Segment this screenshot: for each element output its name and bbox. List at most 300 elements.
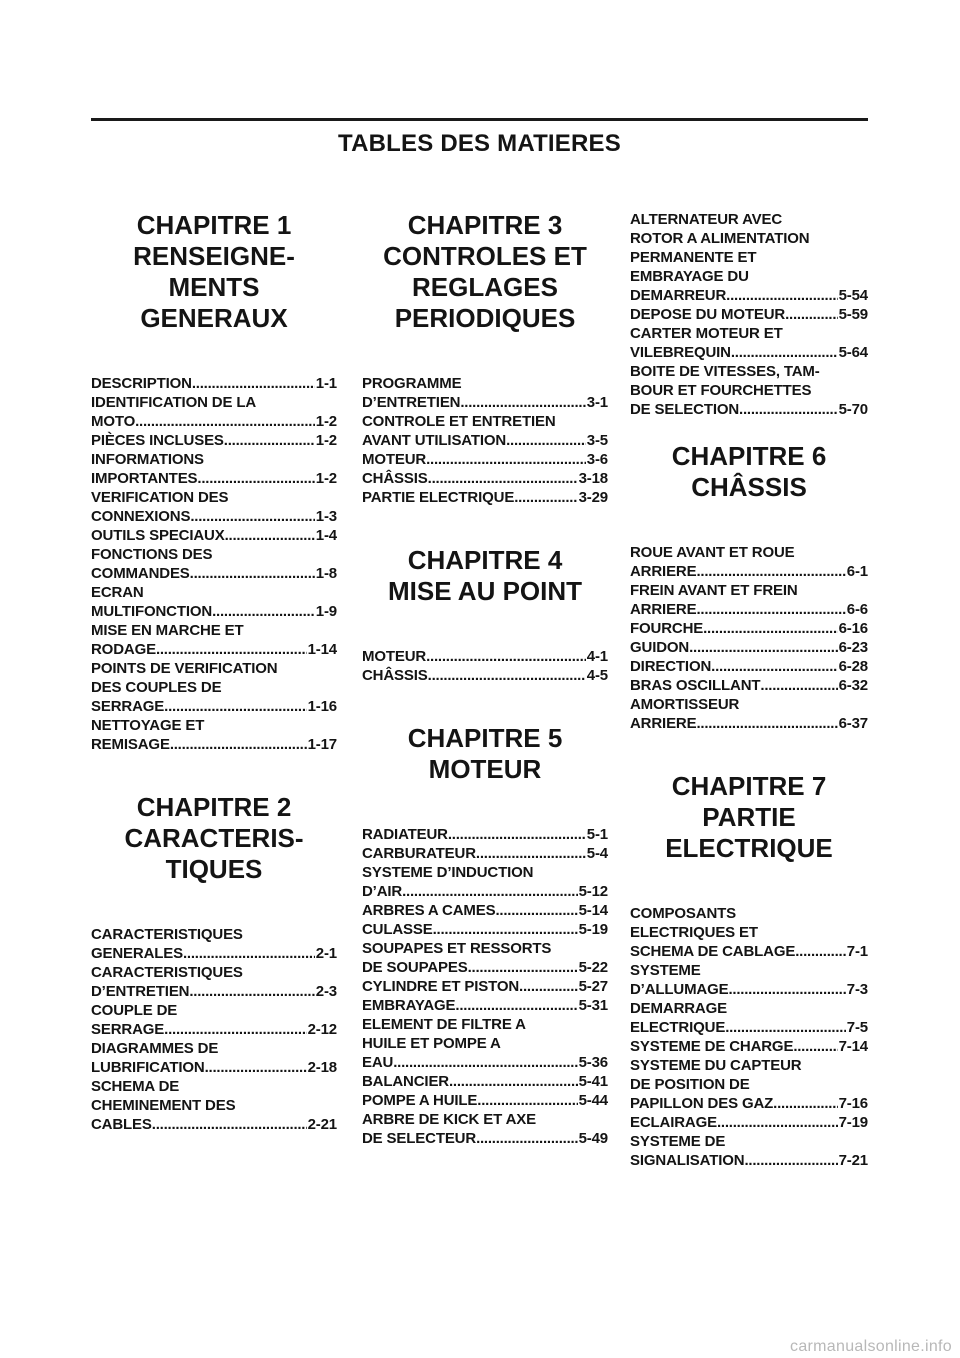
dot-leader [696,562,845,581]
toc-entry[interactable] [630,638,868,657]
page-title: TABLES DES MATIERES [338,130,621,157]
toc-entry-text: FONCTIONS DES [91,546,213,563]
toc-entry-label: ECLAIRAGE [630,1114,717,1131]
page-number: 1-1 [315,375,337,392]
chapter-section [630,210,868,419]
toc-entry-label: CHÂSSIS [362,667,428,684]
toc-entry-label: BALANCIER [362,1073,449,1090]
chapter-title-line: REGLAGES [412,272,558,302]
toc-entry[interactable] [630,305,868,324]
toc-column-3 [630,210,868,1208]
page-number: 7-1 [846,943,868,960]
page-number: 5-70 [838,401,868,418]
toc-entry-label: BRAS OSCILLANT [630,677,761,694]
page-number: 1-17 [307,736,337,753]
toc-entry-text: CHEMINEMENT DES [91,1097,236,1114]
toc-entry[interactable] [362,939,608,977]
toc-entry-text: COUPLE DE [91,1002,178,1019]
toc-entry-text: NETTOYAGE ET [91,717,205,734]
page-number: 3-1 [586,394,608,411]
toc-entry[interactable] [362,450,608,469]
chapter-title [362,576,608,607]
page-number: 7-3 [846,981,868,998]
dot-leader [426,647,586,666]
toc-entry[interactable] [91,1039,337,1077]
chapter-title-line: ELECTRIQUE [665,833,833,863]
toc-entry-label: ARBRES A CAMES [362,902,496,919]
page-number: 1-2 [315,470,337,487]
page-number: 5-49 [578,1130,608,1147]
page-number: 7-21 [838,1152,868,1169]
page-number: 6-1 [846,563,868,580]
toc-entry-text: ECRAN [91,584,144,601]
page-number: 2-1 [315,945,337,962]
toc-entry[interactable] [362,977,608,996]
dot-leader [135,412,315,431]
toc-entry-label: ARRIERE [630,563,697,580]
toc-column-2 [362,210,608,1186]
toc-entry[interactable] [362,901,608,920]
toc-entry[interactable] [630,619,868,638]
chapter-title-line: MISE AU POINT [387,576,583,606]
toc-entry-text: BOITE DE VITESSES, TAM- [630,363,820,380]
toc-entry-text: DE POSITION DE [630,1076,750,1093]
chapter-section [362,545,608,685]
page-number: 3-5 [586,432,608,449]
chapter-section [630,441,868,733]
toc-entry-label: ELECTRIQUE [630,1019,726,1036]
page-number: 5-64 [838,344,868,361]
page-number: 6-37 [838,715,868,732]
toc-entry[interactable] [630,695,868,733]
toc-entry[interactable] [91,1077,337,1134]
chapter-title-line: CHÂSSIS [691,472,807,502]
toc-entry-label: D’AIR [362,883,403,900]
chapter-section [630,771,868,1170]
toc-entry-label: SCHEMA DE CABLAGE [630,943,796,960]
chapter-title-line: TIQUES [165,854,263,884]
chapter-heading: CHAPITRE 4 [407,545,563,575]
toc-entry-text: AMORTISSEUR [630,696,740,713]
dot-leader [773,1094,837,1113]
toc-entry-text: ROUE AVANT ET ROUE [630,544,795,561]
dot-leader [785,305,837,324]
toc-entry[interactable] [91,925,337,963]
toc-entry-label: ARRIERE [630,601,697,618]
dot-leader [476,844,586,863]
toc-entry-text: IDENTIFICATION DE LA [91,394,257,411]
toc-entry-text: CARACTERISTIQUES [91,964,243,981]
toc-entry-label: RADIATEUR [362,826,448,843]
dot-leader [519,977,578,996]
dot-leader [192,374,315,393]
page-number: 6-28 [838,658,868,675]
toc-entry[interactable] [362,825,608,844]
page-number: 1-14 [307,641,337,658]
dot-leader [433,920,578,939]
chapter-title [362,241,608,334]
page-number: 2-21 [307,1116,337,1133]
dot-leader [477,1091,577,1110]
toc-entry-label: FOURCHE [630,620,704,637]
dot-leader [449,1072,578,1091]
toc-entry[interactable] [91,488,337,526]
page-number: 5-4 [586,845,608,862]
toc-entry[interactable] [362,1072,608,1091]
toc-entry-list [362,647,608,685]
toc-entry-label: RODAGE [91,641,156,658]
chapter-section [91,210,337,754]
toc-entry-text: INFORMATIONS [91,451,204,468]
toc-entry-label: DESCRIPTION [91,375,192,392]
dot-leader [717,1113,838,1132]
toc-entry[interactable] [91,393,337,431]
toc-entry[interactable] [362,1091,608,1110]
toc-entry-label: GENERALES [91,945,183,962]
page-number: 7-14 [838,1038,868,1055]
dot-leader [402,882,577,901]
dot-leader [739,400,838,419]
toc-entry-text: CARTER MOTEUR ET [630,325,783,342]
chapter-section [91,792,337,1134]
toc-entry[interactable] [630,999,868,1037]
toc-entry-text: SCHEMA DE [91,1078,180,1095]
page-number: 1-2 [315,432,337,449]
chapter-heading: CHAPITRE 6 [671,441,827,471]
dot-leader [495,901,577,920]
toc-entry[interactable] [630,1056,868,1113]
toc-entry[interactable] [630,543,868,581]
chapter-title-line: GENERAUX [140,303,288,333]
toc-entry[interactable] [630,1037,868,1056]
dot-leader [164,697,306,716]
dot-leader [189,982,314,1001]
toc-entry-text: VERIFICATION DES [91,489,229,506]
toc-entry-text: ROTOR A ALIMENTATION [630,230,810,247]
toc-entry-label: SERRAGE [91,1021,165,1038]
toc-entry[interactable] [630,210,868,305]
dot-leader [795,942,846,961]
toc-entry-text: CARACTERISTIQUES [91,926,243,943]
toc-entry-label: VILEBREQUIN [630,344,731,361]
toc-entry-label: PAPILLON DES GAZ [630,1095,774,1112]
dot-leader [164,1020,306,1039]
toc-entry[interactable] [362,996,608,1015]
toc-entry-label: DIRECTION [630,658,712,675]
toc-entry[interactable] [362,469,608,488]
dot-leader [448,825,586,844]
toc-entry-label: MOTO [91,413,136,430]
toc-entry-label: MOTEUR [362,451,427,468]
toc-entry-text: HUILE ET POMPE A [362,1035,501,1052]
toc-entry-label: SIGNALISATION [630,1152,745,1169]
toc-entry-text: FREIN AVANT ET FREIN [630,582,798,599]
toc-entry-text: ALTERNATEUR AVEC [630,211,783,228]
page-number: 2-3 [315,983,337,1000]
toc-entry-label: PIÈCES INCLUSES [91,432,224,449]
dot-leader [726,286,837,305]
dot-leader [205,1058,307,1077]
toc-entry[interactable] [362,488,608,507]
chapter-title-line: CARACTERIS- [124,823,304,853]
dot-leader [689,638,837,657]
toc-entry-text: SOUPAPES ET RESSORTS [362,940,552,957]
page-number: 5-1 [586,826,608,843]
page-number: 5-31 [578,997,608,1014]
toc-entry-label: SERRAGE [91,698,165,715]
dot-leader [711,657,837,676]
chapter-section [362,210,608,507]
toc-entry[interactable] [362,666,608,685]
page-number: 5-22 [578,959,608,976]
dot-leader [152,1115,307,1134]
page-number: 5-19 [578,921,608,938]
toc-entry-text: DEMARRAGE [630,1000,727,1017]
toc-entry-label: EAU [362,1054,394,1071]
toc-entry-text: DES COUPLES DE [91,679,222,696]
toc-entry[interactable] [362,863,608,901]
page-number: 2-12 [307,1021,337,1038]
page-number: 5-27 [578,978,608,995]
page-number: 5-59 [838,306,868,323]
toc-entry-label: IMPORTANTES [91,470,198,487]
toc-entry-label: DE SELECTION [630,401,740,418]
dot-leader [696,714,837,733]
toc-entry-label: MULTIFONCTION [91,603,213,620]
toc-entry-label: GUIDON [630,639,690,656]
toc-entry-label: CONNEXIONS [91,508,191,525]
toc-entry[interactable] [630,362,868,419]
toc-entry[interactable] [91,1001,337,1039]
page-number: 5-12 [578,883,608,900]
page-number: 1-16 [307,698,337,715]
toc-entry-text: BOUR ET FOURCHETTES [630,382,812,399]
chapter-title [91,241,337,334]
dot-leader [190,564,315,583]
toc-entry-text: SYSTEME DE [630,1133,726,1150]
page-number: 1-4 [315,527,337,544]
toc-entry-label: CARBURATEUR [362,845,476,862]
dot-leader [744,1151,837,1170]
toc-entry[interactable] [91,431,337,450]
chapter-heading: CHAPITRE 7 [671,771,827,801]
dot-leader [476,1129,578,1148]
toc-entry-label: SYSTEME DE CHARGE [630,1038,794,1055]
toc-entry-text: DIAGRAMMES DE [91,1040,219,1057]
dot-leader [506,431,586,450]
toc-entry-label: AVANT UTILISATION [362,432,507,449]
toc-entry-list [630,904,868,1170]
toc-entry-list [91,925,337,1134]
dot-leader [460,393,585,412]
page-number: 5-54 [838,287,868,304]
dot-leader [731,343,838,362]
toc-entry[interactable] [630,324,868,362]
dot-leader [183,944,315,963]
toc-entry-text: COMPOSANTS [630,905,737,922]
page-number: 4-1 [586,648,608,665]
top-rule [91,118,868,121]
dot-leader [703,619,837,638]
page-number: 2-18 [307,1059,337,1076]
toc-entry-label: D’ENTRETIEN [91,983,190,1000]
toc-entry-text: POINTS DE VERIFICATION [91,660,278,677]
toc-entry[interactable] [362,920,608,939]
toc-entry[interactable] [362,647,608,666]
toc-entry[interactable] [630,904,868,961]
page-number: 3-18 [578,470,608,487]
dot-leader [212,602,315,621]
page-number: 7-5 [846,1019,868,1036]
toc-entry[interactable] [91,450,337,488]
page-number: 5-44 [578,1092,608,1109]
toc-entry-label: POMPE A HUILE [362,1092,478,1109]
chapter-heading: CHAPITRE 2 [136,792,292,822]
dot-leader [170,735,307,754]
toc-entry-label: DE SOUPAPES [362,959,468,976]
dot-leader [514,488,577,507]
toc-entry[interactable] [630,676,868,695]
chapter-section [362,723,608,1148]
toc-entry-label: REMISAGE [91,736,170,753]
toc-entry[interactable] [91,374,337,393]
toc-entry-label: D’ALLUMAGE [630,981,729,998]
toc-entry-label: DEMARREUR [630,287,727,304]
toc-entry[interactable] [362,1110,608,1148]
toc-entry[interactable] [630,1113,868,1132]
toc-entry-text: PROGRAMME [362,375,462,392]
toc-entry-label: CHÂSSIS [362,470,428,487]
toc-entry-label: ARRIERE [630,715,697,732]
page-number: 5-41 [578,1073,608,1090]
page-number: 5-36 [578,1054,608,1071]
toc-entry-list [362,374,608,507]
toc-entry[interactable] [91,716,337,754]
toc-entry[interactable] [91,526,337,545]
page-number: 1-2 [315,413,337,430]
dot-leader [224,431,315,450]
chapter-title-line: CONTROLES ET [383,241,587,271]
dot-leader [426,450,586,469]
page-number: 7-19 [838,1114,868,1131]
dot-leader [455,996,577,1015]
toc-entry[interactable] [362,1015,608,1072]
page-number: 6-32 [838,677,868,694]
toc-entry-list [91,374,337,754]
toc-entry[interactable] [91,963,337,1001]
watermark: carmanualsonline.info [790,1338,952,1355]
page-number: 3-6 [586,451,608,468]
chapter-title-line: RENSEIGNE- [133,241,295,271]
dot-leader [696,600,845,619]
toc-entry-label: MOTEUR [362,648,427,665]
toc-entry[interactable] [630,657,868,676]
toc-entry-label: COMMANDES [91,565,190,582]
dot-leader [197,469,314,488]
toc-entry[interactable] [630,581,868,619]
page-number: 1-8 [315,565,337,582]
dot-leader [729,980,846,999]
chapter-title-line: PARTIE [702,802,796,832]
dot-leader [190,507,314,526]
chapter-heading: CHAPITRE 1 [136,210,292,240]
toc-entry-label: CULASSE [362,921,433,938]
chapter-heading: CHAPITRE 3 [407,210,563,240]
toc-entry-label: DEPOSE DU MOTEUR [630,306,786,323]
toc-entry[interactable] [630,1132,868,1170]
toc-entry-label: LUBRIFICATION [91,1059,205,1076]
dot-leader [428,666,586,685]
toc-entry-text: PERMANENTE ET [630,249,757,266]
page-number: 3-29 [578,489,608,506]
toc-entry-label: EMBRAYAGE [362,997,456,1014]
toc-entry-text: MISE EN MARCHE ET [91,622,244,639]
toc-entry-text: ELECTRIQUES ET [630,924,758,941]
toc-entry-text: ARBRE DE KICK ET AXE [362,1111,536,1128]
dot-leader [225,526,315,545]
page-number: 6-6 [846,601,868,618]
chapter-title [91,823,337,885]
page-number: 5-14 [578,902,608,919]
dot-leader [725,1018,846,1037]
toc-entry-text: EMBRAYAGE DU [630,268,749,285]
chapter-title-line: MOTEUR [428,754,542,784]
toc-entry-list [630,543,868,733]
toc-entry[interactable] [362,844,608,863]
toc-entry[interactable] [630,961,868,999]
page-number: 6-16 [838,620,868,637]
toc-entry-label: PARTIE ELECTRIQUE [362,489,515,506]
page-number: 1-3 [315,508,337,525]
dot-leader [156,640,307,659]
toc-entry-label: DE SELECTEUR [362,1130,477,1147]
dot-leader [760,676,837,695]
dot-leader [793,1037,837,1056]
toc-entry-text: SYSTEME [630,962,701,979]
toc-entry[interactable] [91,583,337,621]
page-number: 1-9 [315,603,337,620]
toc-entry-label: CYLINDRE ET PISTON [362,978,520,995]
toc-entry[interactable] [362,412,608,450]
chapter-heading: CHAPITRE 5 [407,723,563,753]
toc-entry-label: D’ENTRETIEN [362,394,461,411]
page-number: 6-23 [838,639,868,656]
toc-entry-text: CONTROLE ET ENTRETIEN [362,413,556,430]
dot-leader [428,469,578,488]
toc-entry[interactable] [91,659,337,716]
toc-entry[interactable] [91,621,337,659]
chapter-title [630,472,868,503]
toc-entry[interactable] [362,374,608,412]
dot-leader [468,958,578,977]
chapter-title-line: PERIODIQUES [394,303,576,333]
dot-leader [393,1053,577,1072]
page-number: 4-5 [586,667,608,684]
page-number: 7-16 [838,1095,868,1112]
toc-entry-list [630,210,868,419]
toc-entry[interactable] [91,545,337,583]
toc-entry-list [362,825,608,1148]
chapter-title [630,802,868,864]
toc-column-1 [91,210,337,1172]
toc-entry-text: ELEMENT DE FILTRE A [362,1016,526,1033]
chapter-title [362,754,608,785]
toc-entry-text: SYSTEME DU CAPTEUR [630,1057,802,1074]
chapter-title-line: MENTS [168,272,260,302]
toc-entry-label: CABLES [91,1116,152,1133]
toc-entry-text: SYSTEME D’INDUCTION [362,864,534,881]
toc-entry-label: OUTILS SPECIAUX [91,527,225,544]
